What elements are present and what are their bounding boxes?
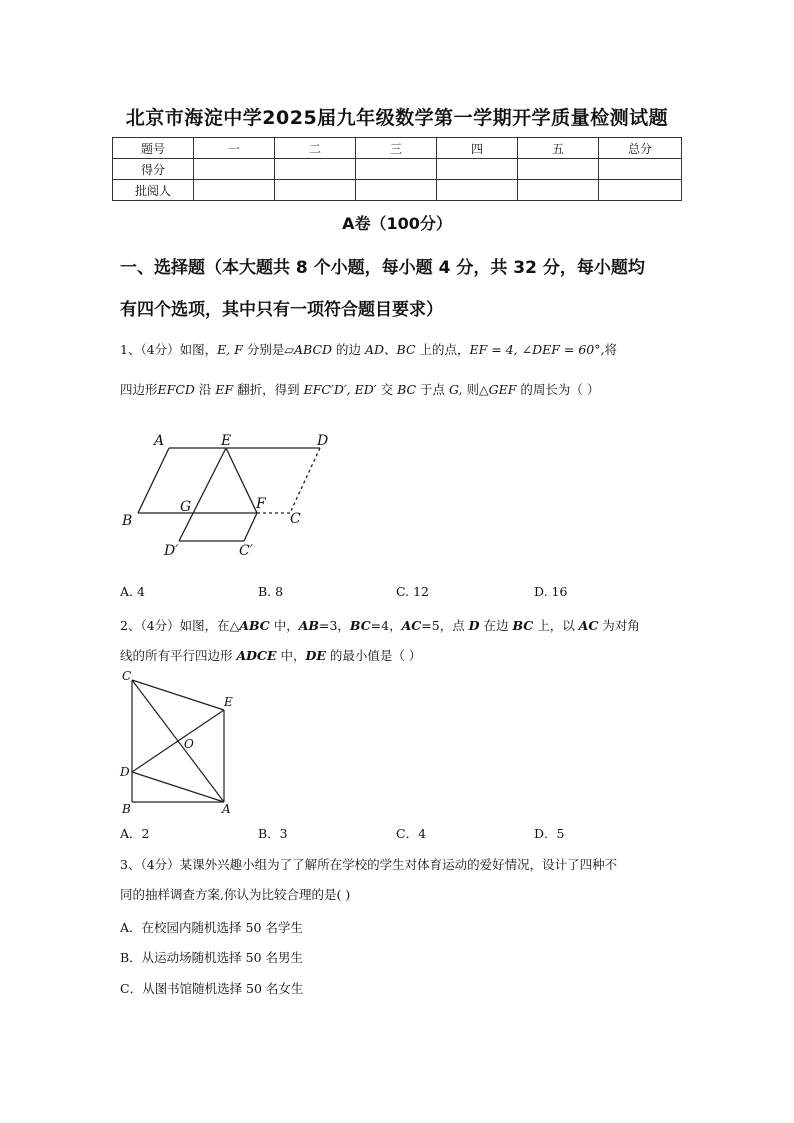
q3-line1: 3、（4分）某课外兴趣小组为了了解所在学校的学生对体育运动的爱好情况，设计了四种不 [120, 857, 618, 872]
section-a-title: A卷（100分） [342, 214, 452, 233]
q2-option-d[interactable]: D．5 [534, 826, 565, 841]
dashed-DC [290, 448, 320, 513]
q1-option-c[interactable]: C. 12 [396, 584, 429, 599]
q3-option-b[interactable]: B．从运动场随机选择 50 名男生 [120, 950, 304, 965]
grader-cell[interactable] [275, 180, 356, 201]
q3-line2: 同的抽样调查方案,你认为比较合理的是( ) [120, 887, 351, 902]
grader-cell[interactable] [194, 180, 275, 201]
label-F: F [256, 496, 266, 512]
label-B: B [122, 802, 131, 816]
edge-F-C-prime [244, 513, 257, 541]
label-D: D [317, 433, 329, 449]
label-D-prime: D′ [164, 543, 179, 559]
header-cell: 题号 [113, 138, 194, 159]
grader-cell[interactable] [599, 180, 682, 201]
label-A: A [154, 433, 165, 449]
edge-DE [132, 710, 224, 772]
q2-line1: 2、（4分）如图，在△ABC 中，AB=3，BC=4，AC=5，点 D 在边 BC 上，以 AC 为对角 [120, 618, 640, 633]
score-cell[interactable] [518, 159, 599, 180]
score-cell[interactable] [437, 159, 518, 180]
q2-option-b[interactable]: B．3 [258, 826, 288, 841]
edge-EF [226, 448, 257, 513]
part1-heading-line1: 一、选择题（本大题共 8 个小题，每小题 4 分，共 32 分，每小题均 [120, 258, 645, 278]
score-row [113, 159, 682, 180]
q2-figure [112, 668, 252, 818]
q1-line2: 四边形EFCD 沿 EF 翻折，得到 EFC′D′, ED′ 交 BC 于点 G, 则△GEF 的周长为（ ） [120, 382, 600, 397]
edge-DA [132, 772, 224, 802]
score-cell[interactable] [599, 159, 682, 180]
row-label: 得分 [113, 159, 194, 180]
q2-option-c[interactable]: C．4 [396, 826, 427, 841]
q3-option-a[interactable]: A．在校园内随机选择 50 名学生 [120, 920, 303, 935]
edge-ED-prime [179, 448, 226, 541]
score-table-header-row [113, 138, 682, 159]
header-cell: 二 [275, 138, 356, 159]
label-C: C [122, 669, 132, 683]
q2-line2: 线的所有平行四边形 ADCE 中，DE 的最小值是（ ） [120, 648, 422, 663]
grader-row [113, 180, 682, 201]
label-E: E [224, 695, 233, 709]
label-C: C [290, 511, 301, 527]
score-cell[interactable] [194, 159, 275, 180]
label-A: A [222, 802, 231, 816]
header-cell: 四 [437, 138, 518, 159]
q3-option-c[interactable]: C．从图书馆随机选择 50 名女生 [120, 981, 304, 996]
score-table [112, 137, 682, 201]
grader-cell[interactable] [518, 180, 599, 201]
q1-option-b[interactable]: B. 8 [258, 584, 284, 599]
q1-line1: 1、（4分）如图，E, F 分别是▱ABCD 的边 AD、BC 上的点，EF = 4, ∠DEF = 60°,将 [120, 342, 617, 357]
header-cell: 五 [518, 138, 599, 159]
label-C-prime: C′ [239, 543, 253, 559]
label-D: D [120, 765, 130, 779]
header-cell: 总分 [599, 138, 682, 159]
q1-option-d[interactable]: D. 16 [534, 584, 568, 599]
grader-cell[interactable] [356, 180, 437, 201]
q1-option-a[interactable]: A. 4 [120, 584, 145, 599]
header-cell: 三 [356, 138, 437, 159]
part1-heading-line2: 有四个选项，其中只有一项符合题目要求） [120, 300, 443, 320]
row-label: 批阅人 [113, 180, 194, 201]
grader-cell[interactable] [437, 180, 518, 201]
edge-AB [138, 448, 169, 513]
label-G: G [180, 499, 192, 515]
exam-title: 北京市海淀中学2025届九年级数学第一学期开学质量检测试题 [125, 107, 669, 129]
label-B: B [122, 513, 133, 529]
score-cell[interactable] [356, 159, 437, 180]
q2-option-a[interactable]: A．2 [120, 826, 150, 841]
label-O: O [184, 737, 194, 751]
edge-CE [132, 680, 224, 710]
score-cell[interactable] [275, 159, 356, 180]
label-E: E [221, 433, 232, 449]
header-cell: 一 [194, 138, 275, 159]
q1-figure [110, 425, 350, 565]
